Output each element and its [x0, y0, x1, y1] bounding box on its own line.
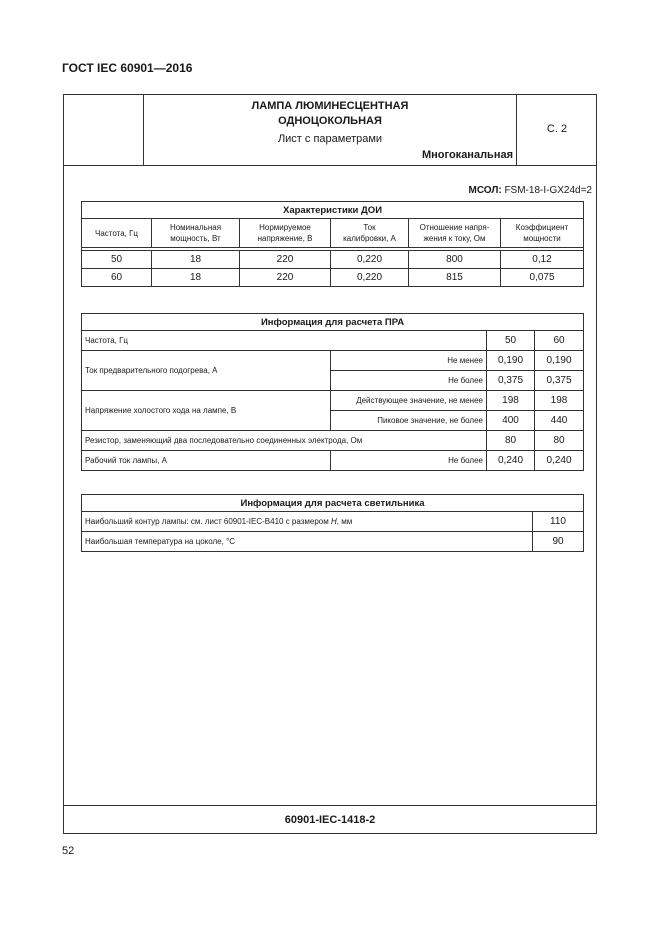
table-cell: 220: [240, 251, 331, 269]
frequency-label: Частота, Гц: [82, 331, 487, 351]
table-row: [82, 391, 584, 411]
title-block-left-cell: [64, 95, 144, 165]
table-row: [82, 512, 584, 532]
table-row: [82, 431, 584, 451]
condition-label: Не более: [331, 451, 487, 471]
table-row: [82, 351, 584, 371]
doi-header-cell: Отношение напря- жения к току, Ом: [409, 219, 501, 248]
table-cell: 220: [240, 269, 331, 287]
table-cell: 80: [487, 431, 535, 451]
condition-label: Действующее значение, не менее: [331, 391, 487, 411]
lamp-variant: Многоканальная: [422, 149, 513, 161]
table-cell: 800: [409, 251, 501, 269]
table-cell: 80: [535, 431, 584, 451]
table-cell: 0,240: [535, 451, 584, 471]
title-block-right-cell: [516, 95, 597, 165]
table-cell: 0,220: [331, 251, 409, 269]
table-cell: 0,190: [487, 351, 535, 371]
table-cell: 0,375: [535, 371, 584, 391]
doi-characteristics-table: [81, 201, 584, 287]
sheet-title-line2: ОДНОЦОКОЛЬНАЯ: [278, 115, 382, 127]
doi-table-header-row: [82, 219, 584, 248]
sheet-number: С. 2: [546, 123, 568, 135]
condition-label: Пиковое значение, не более: [331, 411, 487, 431]
standard-header: ГОСТ IEC 60901—2016: [62, 61, 193, 75]
operating-current-label: Рабочий ток лампы, А: [82, 451, 331, 471]
table-cell: 50: [82, 251, 152, 269]
max-cap-temperature-label: Наибольшая температура на цоколе, °С: [82, 532, 533, 552]
table-row: [82, 451, 584, 471]
table-cell: 50: [487, 331, 535, 351]
table-cell: 0,240: [487, 451, 535, 471]
table-row: [82, 532, 584, 552]
table-cell: 0,375: [487, 371, 535, 391]
table-cell: 110: [533, 512, 584, 532]
mcol-label: МСОЛ:: [468, 185, 502, 196]
table-cell: 0,12: [501, 251, 584, 269]
table-cell: 440: [535, 411, 584, 431]
open-circuit-voltage-label: Напряжение холостого хода на лампе, В: [82, 391, 331, 431]
doi-header-cell: Нормируемое напряжение, В: [240, 219, 331, 248]
condition-label: Не менее: [331, 351, 487, 371]
table-cell: 60: [535, 331, 584, 351]
condition-label: Не более: [331, 371, 487, 391]
table-cell: 18: [152, 269, 240, 287]
table-cell: 815: [409, 269, 501, 287]
table-cell: 400: [487, 411, 535, 431]
mcol-value: FSM-18-I-GX24d=2: [504, 185, 592, 196]
doi-header-cell: Коэффициент мощности: [501, 219, 584, 248]
preheat-current-label: Ток предварительного подогрева, А: [82, 351, 331, 391]
sheet-subtitle: Лист с параметрами: [277, 133, 383, 145]
max-contour-label: Наибольший контур лампы: см. лист 60901-IEC-В410 с размером H, мм: [82, 512, 533, 532]
doi-table-caption: Характеристики ДОИ: [82, 202, 584, 219]
doi-header-cell: Частота, Гц: [82, 219, 152, 248]
ballast-table-caption: Информация для расчета ПРА: [82, 314, 584, 331]
title-block: [64, 95, 596, 166]
doi-header-cell: Ток калибровки, А: [331, 219, 409, 248]
table-cell: 0,190: [535, 351, 584, 371]
document-code: 60901-IEC-1418-2: [284, 814, 376, 826]
table-cell: 60: [82, 269, 152, 287]
table-cell: 198: [535, 391, 584, 411]
table-row: [82, 331, 584, 351]
doi-header-cell: Номинальная мощность, Вт: [152, 219, 240, 248]
table-cell: 0,220: [331, 269, 409, 287]
table-cell: 0,075: [501, 269, 584, 287]
luminaire-info-table: [81, 494, 584, 552]
footer-divider: [64, 805, 596, 806]
resistor-label: Резистор, заменяющий два последовательно соединенных электрода, Ом: [82, 431, 487, 451]
table-cell: 90: [533, 532, 584, 552]
table-cell: 18: [152, 251, 240, 269]
table-cell: 198: [487, 391, 535, 411]
ballast-info-table: [81, 313, 584, 471]
title-block-center: [144, 95, 516, 165]
page-number: 52: [62, 845, 75, 857]
sheet-title-line1: ЛАМПА ЛЮМИНЕСЦЕНТНАЯ: [251, 100, 409, 112]
table-row: [82, 251, 584, 269]
luminaire-table-caption: Информация для расчета светильника: [82, 495, 584, 512]
sheet-frame: [63, 94, 597, 834]
table-row: [82, 269, 584, 287]
mcol-designation: [468, 185, 592, 196]
